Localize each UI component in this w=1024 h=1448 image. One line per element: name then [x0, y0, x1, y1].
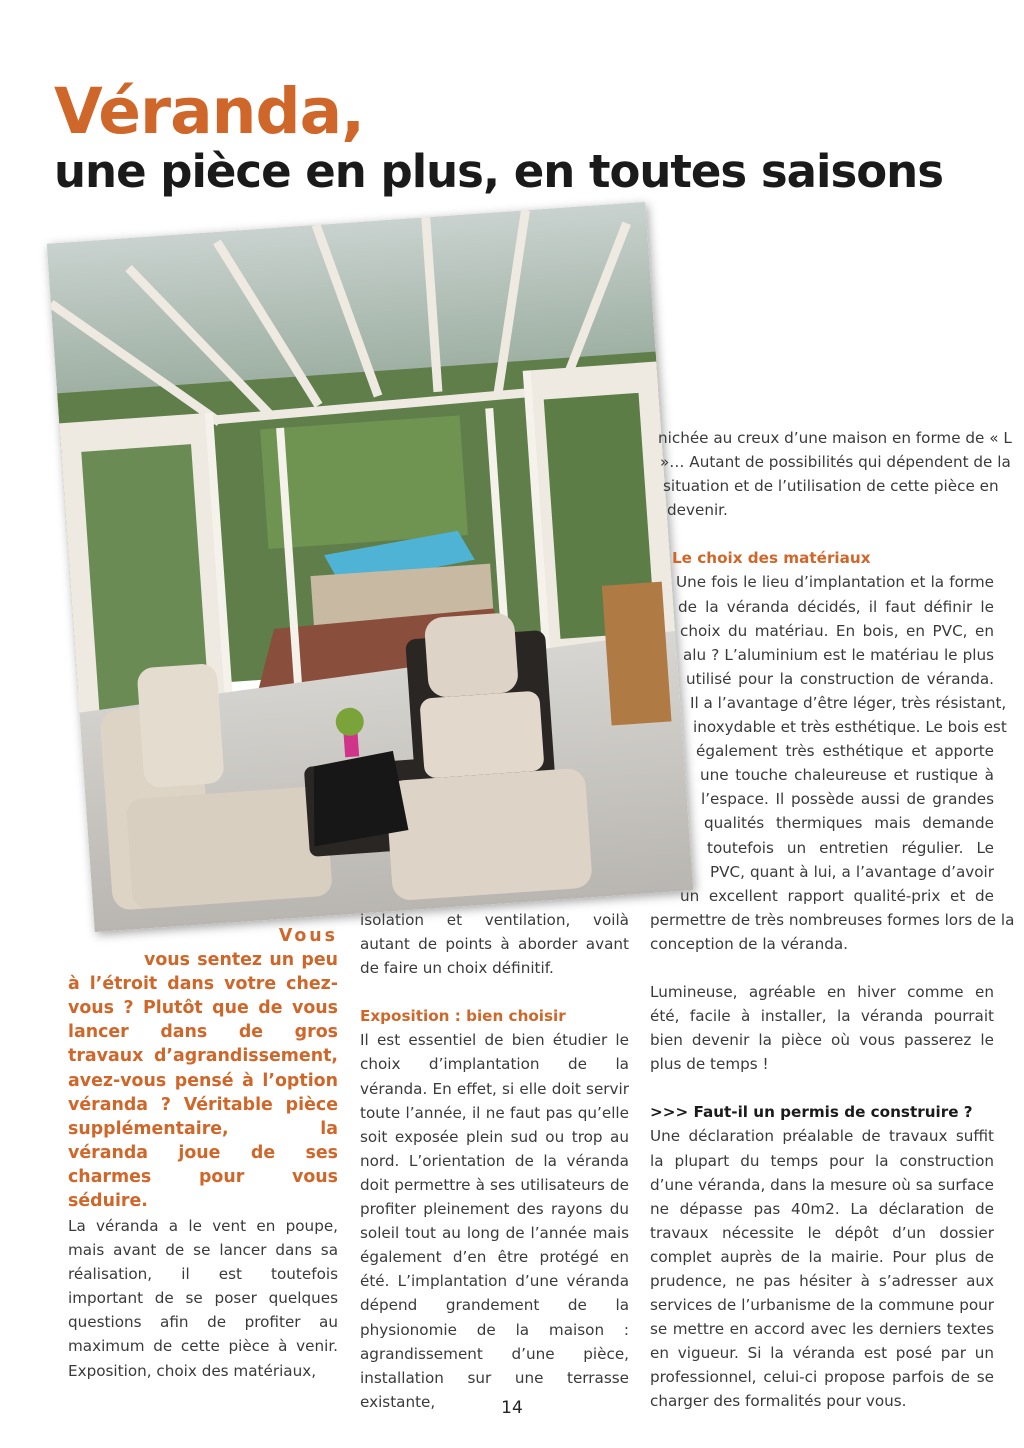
text-line: inoxydable et très esthétique. Le bois est — [693, 718, 1007, 737]
text-line: de la véranda décidés, il faut définir le — [678, 597, 994, 616]
text-line: nichée au creux d’une maison en forme de « L — [658, 429, 1012, 447]
text-line: choix du matériau. En bois, en PVC, en — [680, 621, 994, 640]
paragraph-materiaux — [650, 570, 1015, 956]
column-1 — [68, 1214, 338, 1383]
paragraph-permis: Une déclaration préalable de travaux suffit la plupart du temps pour la construction d’une véranda, dans la mesure où sa surface ne dépasse pas 40m2. La déclaration de travaux nécessite le dépôt d’un dossier complet auprès de la mairie. Pour plus de prudence, ne pas hésiter à s’adresser aux services de l’urbanisme de la commune pour se mettre en accord avec les derniers textes en vigueur. Si la véranda est posé par un professionnel, celui-ci propose parfois de se charger des formalités pour vous. — [650, 1127, 994, 1411]
paragraph: La véranda a le vent en poupe, mais avant de se lancer dans sa réalisation, il est toutefois important de se poser quelques questions afin de profiter au maximum de cette pièce à venir. Exposition, choix des matériaux, — [68, 1217, 338, 1380]
text-line: »… Autant de possibilités qui dépendent de la — [660, 453, 1011, 472]
veranda-photo — [47, 202, 694, 932]
page-number: 14 — [501, 1398, 523, 1418]
text-line: également très esthétique et apporte — [696, 742, 994, 761]
text-line: situation et de l’utilisation de cette pièce en — [663, 477, 999, 496]
text-line: l’espace. Il possède aussi de grandes — [701, 790, 994, 809]
text-line: un excellent rapport qualité-prix et de — [680, 886, 994, 905]
text-line: permettre de très nombreuses formes lors de la — [650, 910, 1015, 929]
paragraph: isolation et ventilation, voilà autant de points à aborder avant de faire un choix définitif. — [360, 911, 629, 978]
text-line: toutefois un entretien régulier. Le — [707, 838, 994, 857]
text-line: utilisé pour la construction de véranda. — [686, 669, 994, 688]
heading-exposition: Exposition : bien choisir — [360, 1007, 566, 1026]
paragraph-top — [650, 426, 1012, 522]
text-line: qualités thermiques mais demande — [704, 814, 994, 833]
text-line: une touche chaleureuse et rustique à — [700, 766, 994, 785]
paragraph: Il est essentiel de bien étudier le choix d’implantation de la véranda. En effet, si elle doit servir toute l’année, il ne faut pas qu’elle soit exposée plein sud ou trop au nord. L’orientation de la véranda doit permettre à ses utilisateurs de profiter pleinement des rayons du soleil tout au long de l’année mais également d’en être protégé en été. L’implantation d’une véranda dépend grandement de la physionomie de la maison : agrandissement d’une pièce, installation sur une terrasse existante, — [360, 1031, 629, 1411]
text-line: Il a l’avantage d’être léger, très résistant, — [690, 693, 1007, 712]
article-subtitle: une pièce en plus, en toutes saisons — [54, 145, 943, 198]
text-line: Une fois le lieu d’implantation et la forme — [676, 573, 994, 592]
text-line: alu ? L’aluminium est le matériau le plus — [683, 645, 994, 664]
text-line: PVC, quant à lui, a l’avantage d’avoir — [710, 862, 994, 881]
intro-text: vous sentez un peu à l’étroit dans votre chez-vous ? Plutôt que de vous lancer dans de gros travaux d’agrandissement, avez-vous pensé à l’option véranda ? Véritable pièce supplémentaire, la véranda joue de ses charmes pour vous séduire. — [68, 950, 338, 1212]
text-line: devenir. — [667, 501, 728, 520]
heading-materiaux: Le choix des matériaux — [672, 549, 871, 568]
text-line: conception de la véranda. — [650, 934, 848, 953]
intro-lead — [68, 924, 338, 1213]
intro-first-word: Vous — [278, 926, 338, 946]
paragraph-lumineuse: Lumineuse, agréable en hiver comme en été, facile à installer, la véranda pourrait bien devenir la pièce où vous passerez le plus de temps ! — [650, 982, 994, 1074]
column-3 — [650, 426, 1015, 1414]
column-2 — [360, 908, 629, 1414]
heading-permis: >>> Faut-il un permis de construire ? — [650, 1103, 973, 1122]
article-title: Véranda, — [54, 75, 365, 148]
